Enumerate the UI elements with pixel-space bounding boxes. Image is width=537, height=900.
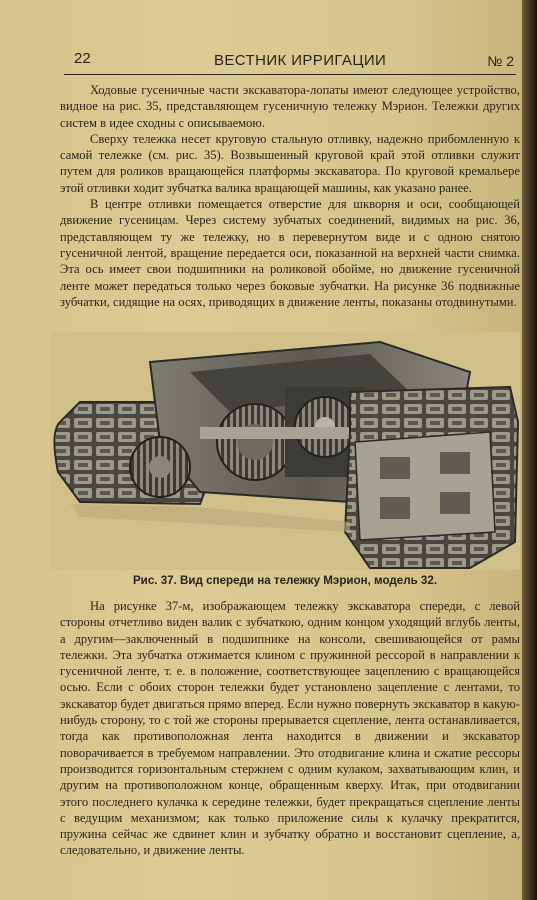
book-spine [522, 0, 537, 900]
text-top [60, 82, 520, 310]
issue-number: № 2 [487, 53, 514, 69]
page-number: 22 [74, 50, 91, 67]
figure-photo [50, 332, 520, 570]
journal-title: ВЕСТНИК ИРРИГАЦИИ [214, 52, 387, 69]
text-bottom [60, 598, 520, 859]
paragraph: Ходовые гусеничные части экскаватора-лопаты имеют следующее устройство, видное на рис. 35, представляющем гусеничную тележку Мэрион. Тележки других систем в идее сходны с описываемою. [60, 83, 520, 130]
page-header [64, 50, 516, 75]
paragraph: На рисунке 37-м, изображающем тележку экскаватора спереди, с левой стороны отчетливо виден валик с зубчаткою, одним концом уходящий вглубь ленты, а другим—заключенный в подшипнике на консоли, свешивающейся от рамы тележки. Эта зубчатка отжимается клином с пружинной рессорой в направлении к гусеничной ленте, т. е. в положение, соответствующее зацеплению с вращающейся осью. Если с обоих сторон тележки будет установлено зацепление с лентами, то экскаватор будет двигаться прямо вперед. Если нужно повернуть экскаватор в какую-нибудь сторону, то с той же стороны прерывается сцепление, лента останавливается, тогда как противоположная лента находится в движении и экскаватор поворачивается в требуемом направлении. Это отодвигание клина и сжатие рессоры производится горизонтальным стержнем с одним кулаком, захватывающим клин, и другим на противоположном конце, обращенным кверху. Итак, при отодвигании этого последнего кулачка к середине тележки, будет прекращаться сцепление ленты с ведущим механизмом; как только приложение силы к кулачку прекратится, пружина сейчас же сдвинет клин и зубчатку обратно и восстановит сцепление, а, следовательно, и движение ленты. [60, 599, 520, 858]
paragraph: Сверху тележка несет круговую стальную отливку, надежно прибомленную к самой тележке (см. рис. 35). Возвышенный круговой край этой отливки служит путем для роликов вращающейся платформы экскаватора. По круговой кремальере этой отливки ходит зубчатка валика вращающей машины, как указано ранее. [60, 131, 520, 195]
paragraph: В центре отливки помещается отверстие для шкворня и оси, сообщающей движение гусеницам. Через систему зубчатых соединений, видимых на рис. 36, представляющем ту же тележку, но в перевернутом виде и с одною снятою гусеничной лентой, вращение передается оси, показанной на верхней части снимка. Эта ось имеет свои подшипники на роликовой обойме, но движение гусеничной ленте может передаться только через боковые зубчатки. На рисунке 36 подвижные зубчатки, сидящие на осях, приводящих в движение ленты, показаны отодвинутыми. [60, 197, 520, 309]
crawler-truck-photo [50, 332, 520, 570]
figure-caption: Рис. 37. Вид спереди на тележку Мэрион, модель 32. [132, 574, 438, 587]
